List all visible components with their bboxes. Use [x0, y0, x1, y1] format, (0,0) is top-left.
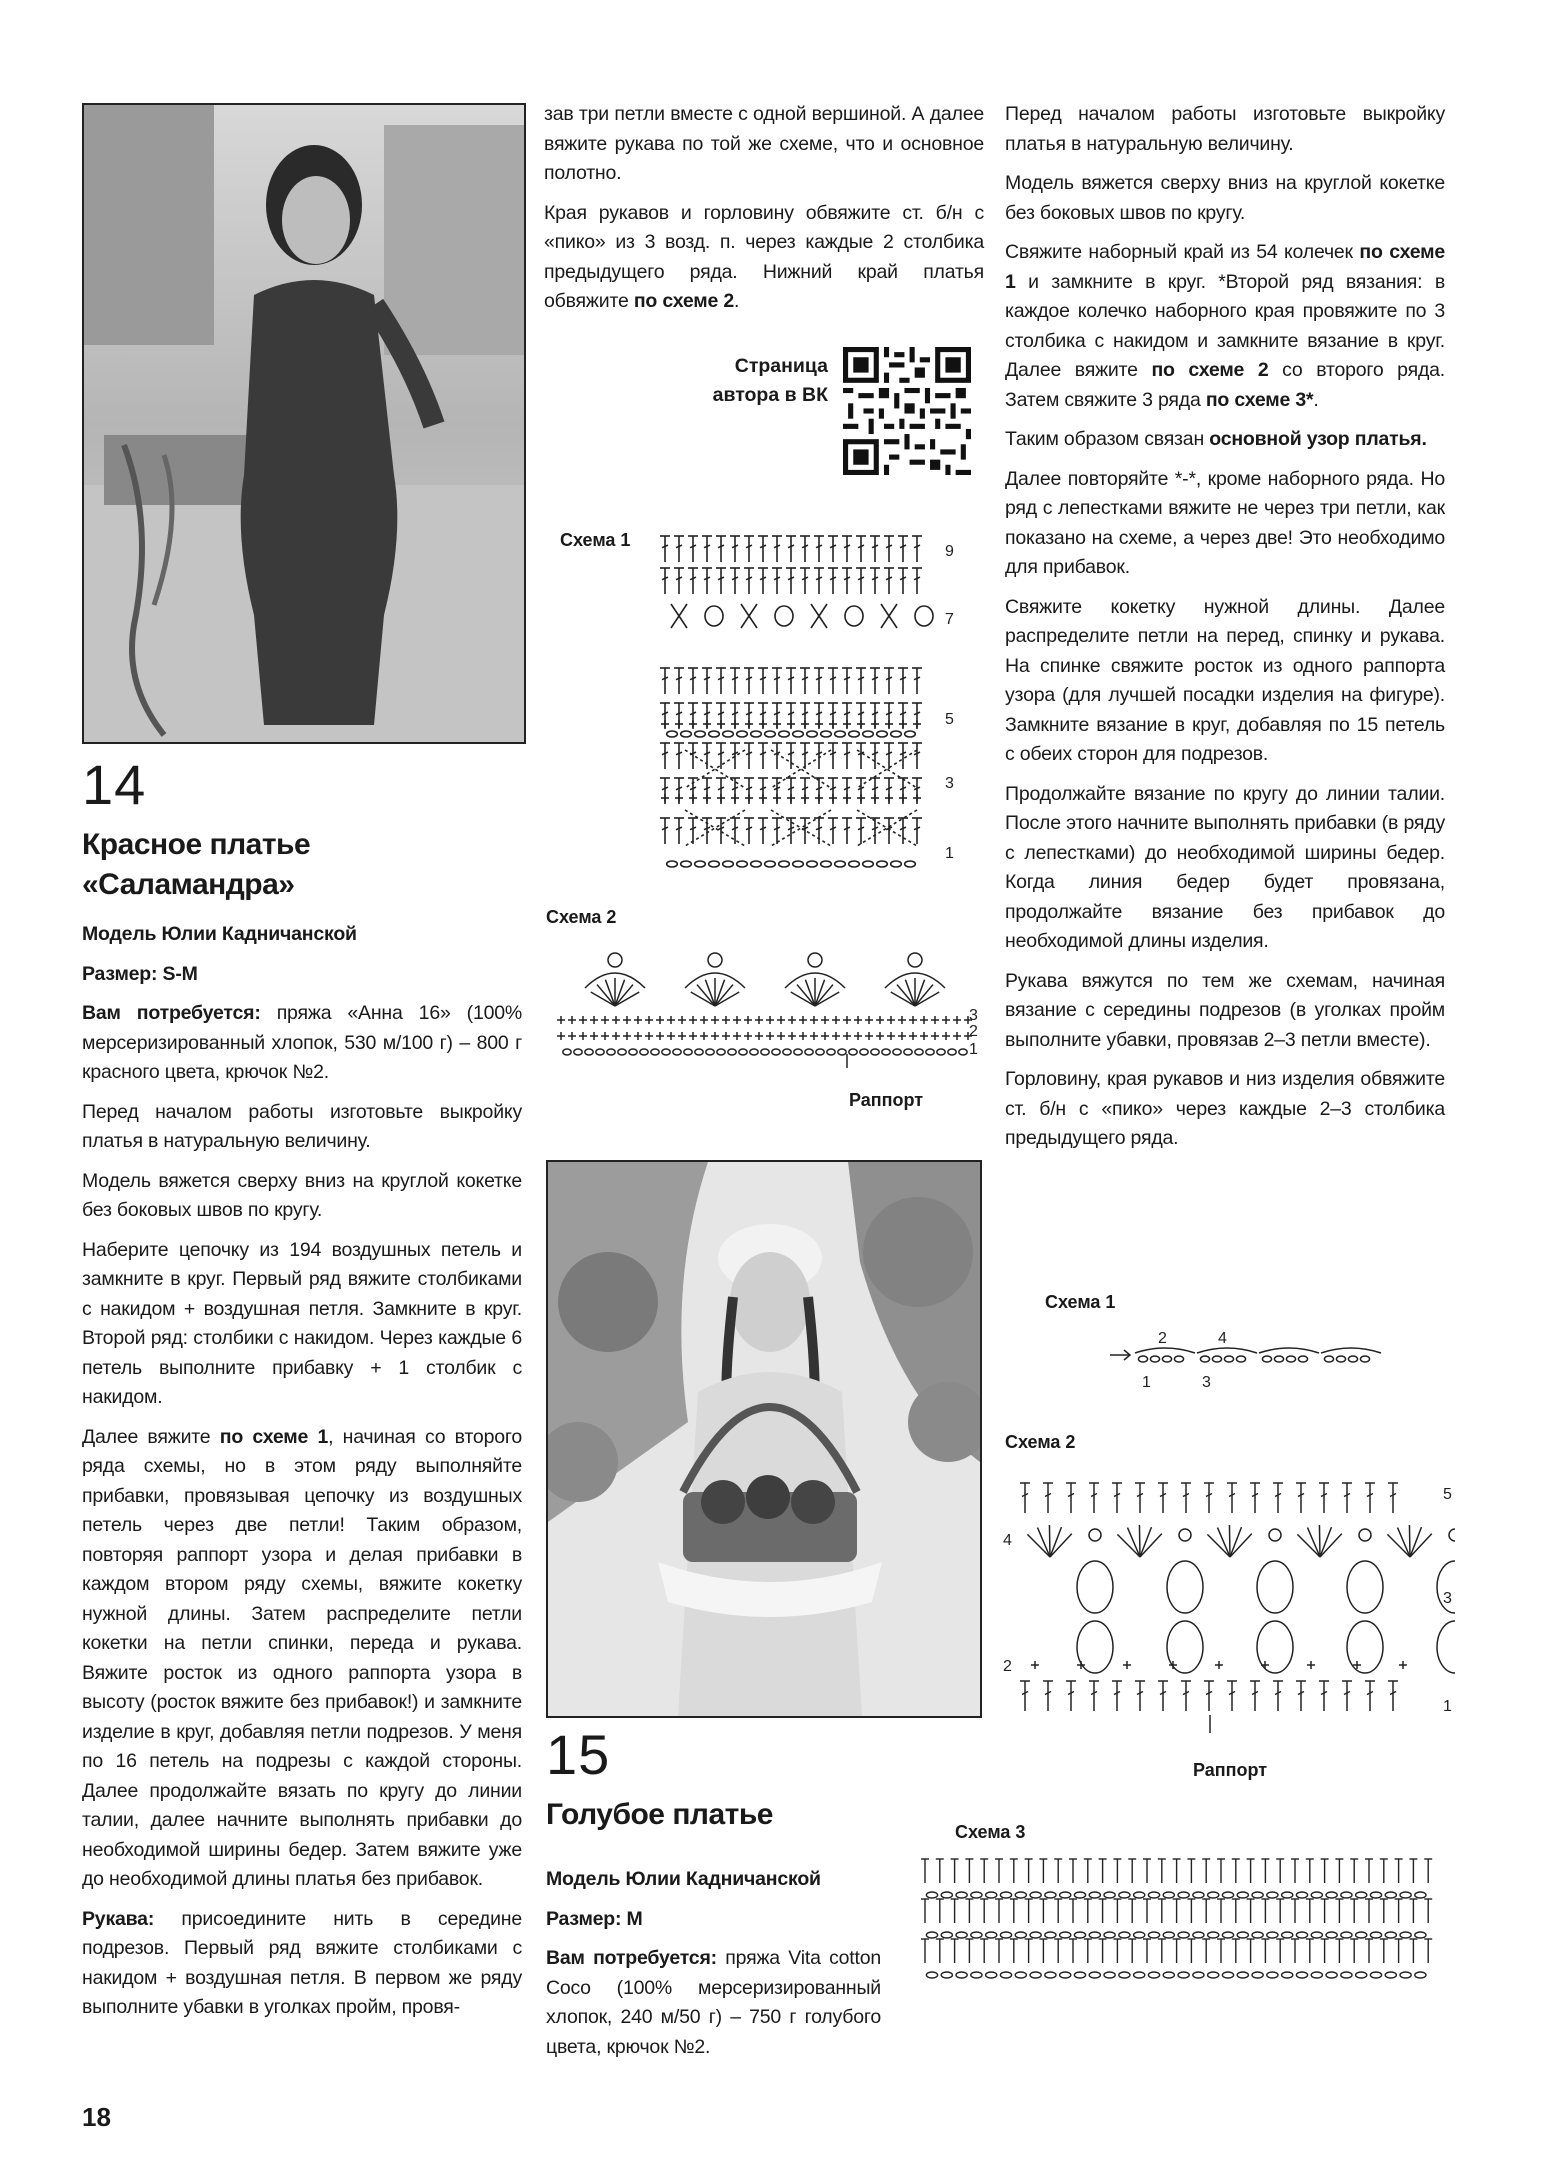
- schema-3-diagram: [915, 1855, 1445, 1995]
- title-line-2: «Саламандра»: [82, 868, 295, 901]
- paragraph: Модель вяжется сверху вниз на круглой кокетке без боковых швов по кругу.: [1005, 172, 1445, 224]
- size-line: Размер: S-M: [82, 962, 198, 985]
- materials: Вам потребуется: пряжа Vita cotton Coco (100% мерсеризированный хлопок, 240 м/50 г) – 750 г голубого цвета, крючок №2.: [546, 1947, 882, 2058]
- rapport-label-left: Раппорт: [849, 1090, 924, 1110]
- size-line: Размер: М: [546, 1907, 643, 1930]
- item-title-red-dress: [82, 825, 522, 905]
- paragraph: Продолжайте вязание по кругу до линии талии. После этого начните выполнять прибавки (в ряду с лепестками) до необходимой ширины бедер. Когда линия бедер будет провязана, продолжайте вязание без прибавок до необходимой длины изделия.: [1005, 782, 1445, 952]
- row-number: 4: [1003, 1532, 1012, 1549]
- qr-code[interactable]: [843, 347, 971, 475]
- paragraph: Рукава вяжутся по тем же схемам, начиная вязание с середины подрезов (в уголках пройм выполните убавки, провязав 2–3 петли вместе).: [1005, 969, 1445, 1051]
- paragraph: Наберите цепочку из 194 воздушных петель и замкните в круг. Первый ряд вяжите столбиками с накидом + воздушная петля. Замкните в круг. Второй ряд: столбики с накидом. Через каждые 6 петель выполните прибавку + 1 столбик с накидом.: [82, 1238, 522, 1408]
- schema-1-label-left: Схема 1: [560, 530, 631, 550]
- schema-2-label-left-visible: Схема 2: [546, 907, 617, 927]
- photo-red-dress-image: [84, 105, 524, 742]
- row-number: 1: [1443, 1698, 1452, 1715]
- row-number: 3: [1443, 1590, 1452, 1607]
- row-number: 3: [945, 775, 954, 792]
- schema-2-label-right: Схема 2: [1005, 1432, 1076, 1452]
- row-number: 1: [945, 845, 954, 862]
- step-number: 1: [1142, 1374, 1151, 1391]
- schema-3-label: Схема 3: [955, 1822, 1026, 1842]
- schema-1-diagram-left: [655, 528, 975, 888]
- paragraph: Свяжите наборный край из 54 колечек по схеме 1 и замкните в круг. *Второй ряд вязания: в каждое колечко наборного края провяжите по 3 столбика с накидом и замкните вязание в круг. Далее вяжите по схеме 2 со второго ряда. Затем свяжите 3 ряда по схеме 3*.: [1005, 241, 1446, 411]
- step-number: 3: [1202, 1374, 1211, 1391]
- row-number: 5: [945, 711, 954, 728]
- page-number: 18: [82, 2102, 111, 2132]
- materials: Вам потребуется: пряжа «Анна 16» (100% мерсеризированный хлопок, 530 м/100 г) – 800 г красного цвета, крючок №2.: [82, 1002, 523, 1083]
- step-number: 2: [1158, 1330, 1167, 1347]
- paragraph: Рукава: присоедините нить в середине подрезов. Первый ряд вяжите столбиками с накидом + воздушная петля. В первом же ряду выполните убавки в уголках пройм, провя-: [82, 1907, 522, 2018]
- paragraph: Таким образом связан основной узор платья.: [1005, 428, 1427, 450]
- model-credit: Модель Юлии Кадничанской: [546, 1868, 821, 1890]
- photo-blue-dress: [546, 1160, 982, 1718]
- row-number: 2: [969, 1023, 978, 1040]
- paragraph: Далее вяжите по схеме 1, начиная со второго ряда схемы, но в этом ряду выполняйте прибавки, провязывая цепочку из воздушных петель через две петли! Таким образом, повторяя раппорт узора и делая прибавки в каждом втором ряду схемы, вяжите кокетку нужной длины. Затем распределите петли кокетки на петли спинки, переда и рукава. Вяжите росток из одного раппорта узора в высоту (росток вяжите без прибавок!) и замкните изделие в круг, добавляя петли подрезов. У меня по 16 петель на подрезы с каждой стороны. Далее продолжайте вязать по кругу до линии талии, далее начните выполнять прибавки до необходимой ширины бедер. Затем вяжите уже до необходимой длины платья без прибавок.: [82, 1425, 522, 1890]
- rapport-label-right: Раппорт: [1193, 1760, 1268, 1780]
- row-number: 1: [969, 1041, 978, 1058]
- step-number: 4: [1218, 1330, 1227, 1347]
- schema-2-diagram-right: [995, 1475, 1455, 1735]
- qr-caption: Страница автора в ВК: [712, 355, 828, 406]
- row-number: 7: [945, 611, 954, 628]
- column-2-lower-text: [546, 1865, 881, 2072]
- schema-1-diagram-right: [1110, 1325, 1390, 1395]
- item-number-15: 15: [546, 1723, 611, 1786]
- qr-code-image: [843, 347, 971, 475]
- photo-blue-dress-image: [548, 1162, 980, 1716]
- paragraph: Модель вяжется сверху вниз на круглой кокетке без боковых швов по кругу.: [82, 1169, 522, 1221]
- paragraph: Перед началом работы изготовьте выкройку платья в натуральную величину.: [82, 1100, 522, 1152]
- paragraph: Перед началом работы изготовьте выкройку платья в натуральную величину.: [1005, 103, 1445, 155]
- schema-1-label-right: Схема 1: [1045, 1292, 1116, 1312]
- photo-red-dress: [82, 103, 526, 744]
- model-credit: Модель Юлии Кадничанской: [82, 923, 357, 945]
- title-line-1: Красное платье: [82, 828, 311, 861]
- paragraph: зав три петли вместе с одной вершиной. А далее вяжите рукава по той же схеме, что и основное полотно.: [544, 103, 984, 184]
- paragraph: Горловину, края рукавов и низ изделия обвяжите ст. б/н с «пико» через каждые 2–3 столбика предыдущего ряда.: [1005, 1068, 1445, 1149]
- row-number: 3: [969, 1007, 978, 1024]
- item-title-blue-dress: Голубое платье: [546, 1798, 773, 1831]
- row-number: 5: [1443, 1486, 1452, 1503]
- column-1-text: [82, 920, 522, 2033]
- paragraph: Края рукавов и горловину обвяжите ст. б/н с «пико» из 3 возд. п. через каждые 2 столбика предыдущего ряда. Нижний край платья обвяжите по схеме 2.: [544, 201, 984, 312]
- schema-2-diagram-left: [555, 948, 985, 1068]
- column-2-text: [544, 100, 984, 327]
- row-number: 9: [945, 543, 954, 560]
- column-3-text: [1005, 100, 1445, 1164]
- paragraph: Далее повторяйте *-*, кроме наборного ряда. Но ряд с лепестками вяжите не через три петли, как показано на схеме, а через две! Это необходимо для прибавок.: [1005, 467, 1445, 578]
- paragraph: Свяжите кокетку нужной длины. Далее распределите петли на перед, спинку и рукава. На спинке свяжите росток из одного раппорта узора (для лучшей посадки изделия на фигуре). Замкните вязание в круг, добавляя по 15 петель с обеих сторон для подрезов.: [1005, 595, 1445, 765]
- item-number-14: 14: [82, 753, 147, 816]
- row-number: 2: [1003, 1658, 1012, 1675]
